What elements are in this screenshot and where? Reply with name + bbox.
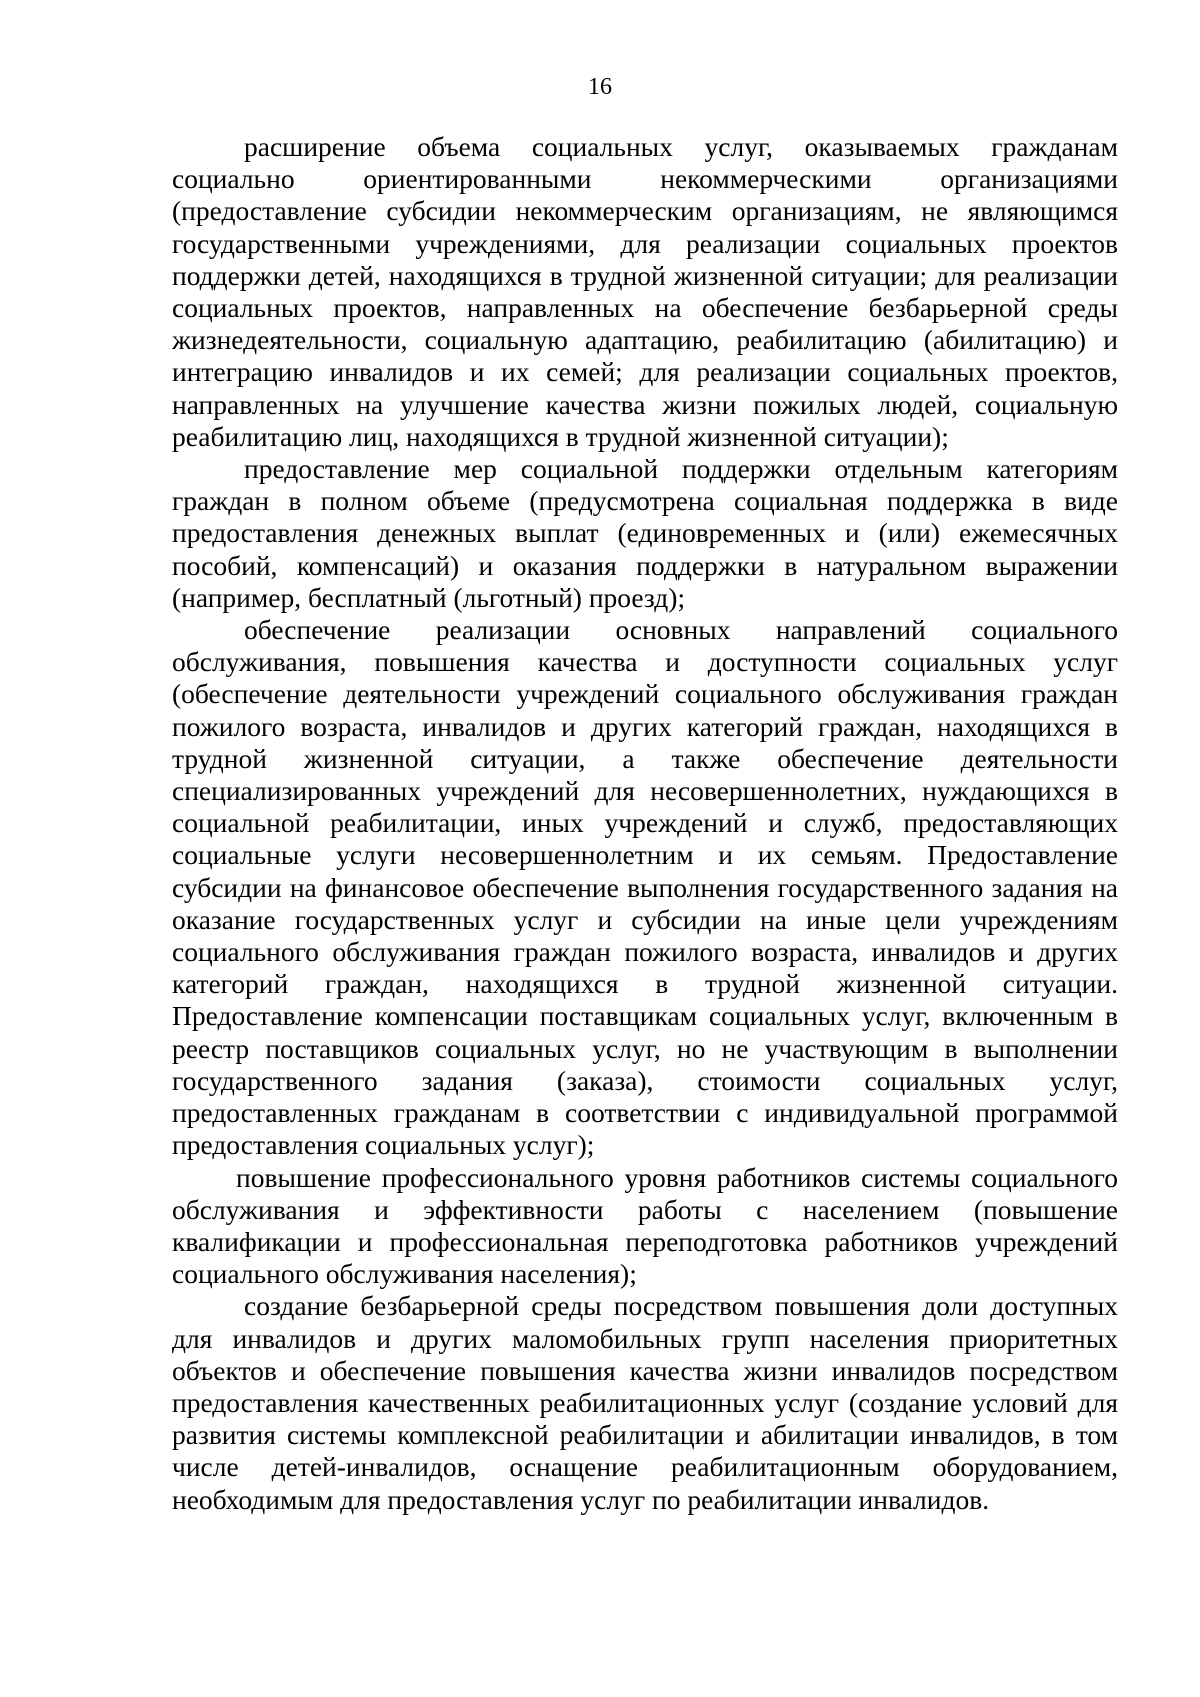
paragraph-social-service-directions: обеспечение реализации основных направлений социального обслуживания, повышения качества и доступности социальных услуг (обеспечение деятельности учреждений социального обслуживания граждан пожилого возраста, инвалидов и других категорий граждан, находящихся в трудной жизненной ситуации, а также обеспечение деятельности специализированных учреждений для несовершеннолетних, нуждающихся в социальной реабилитации, иных учреждений и служб, предоставляющих социальные услуги несовершеннолетним и их семьям. Предоставление субсидии на финансовое обеспечение выполнения государственного задания на оказание государственных услуг и субсидии на иные цели учреждениям социального обслуживания граждан пожилого возраста, инвалидов и других категорий граждан, находящихся в трудной жизненной ситуации. Предоставление компенсации поставщикам социальных услуг, включенным в реестр поставщиков социальных услуг, но не участвующим в выполнении государственного задания (заказа), стоимости социальных услуг, предоставленных гражданам в соответствии с индивидуальной программой предоставления социальных услуг); [172, 614, 1118, 1161]
document-body [172, 131, 1118, 1516]
paragraph-social-services-nko: расширение объема социальных услуг, оказываемых гражданам социально ориентированными некоммерческими организациями (предоставление субсидии некоммерческим организациям, не являющимся государственными учреждениями, для реализации социальных проектов поддержки детей, находящихся в трудной жизненной ситуации; для реализации социальных проектов, направленных на обеспечение безбарьерной среды жизнедеятельности, социальную адаптацию, реабилитацию (абилитацию) и интеграцию инвалидов и их семей; для реализации социальных проектов, направленных на улучшение качества жизни пожилых людей, социальную реабилитацию лиц, находящихся в трудной жизненной ситуации); [172, 131, 1118, 452]
page-number: 16 [588, 74, 612, 100]
paragraph-barrier-free-environment: создание безбарьерной среды посредством повышения доли доступных для инвалидов и других маломобильных групп населения приоритетных объектов и обеспечение повышения качества жизни инвалидов посредством предоставления качественных реабилитационных услуг (создание условий для развития системы комплексной реабилитации и абилитации инвалидов, в том числе детей-инвалидов, оснащение реабилитационным оборудованием, необходимым для предоставления услуг по реабилитации инвалидов. [172, 1290, 1118, 1515]
paragraph-social-support-measures: предоставление мер социальной поддержки отдельным категориям граждан в полном объеме (предусмотрена социальная поддержка в виде предоставления денежных выплат (единовременных и (или) ежемесячных пособий, компенсаций) и оказания поддержки в натуральном выражении (например, бесплатный (льготный) проезд); [172, 453, 1118, 613]
paragraph-professional-level: повышение профессионального уровня работников системы социального обслуживания и эффективности работы с населением (повышение квалификации и профессиональная переподготовка работников учреждений социального обслуживания населения); [172, 1161, 1118, 1290]
